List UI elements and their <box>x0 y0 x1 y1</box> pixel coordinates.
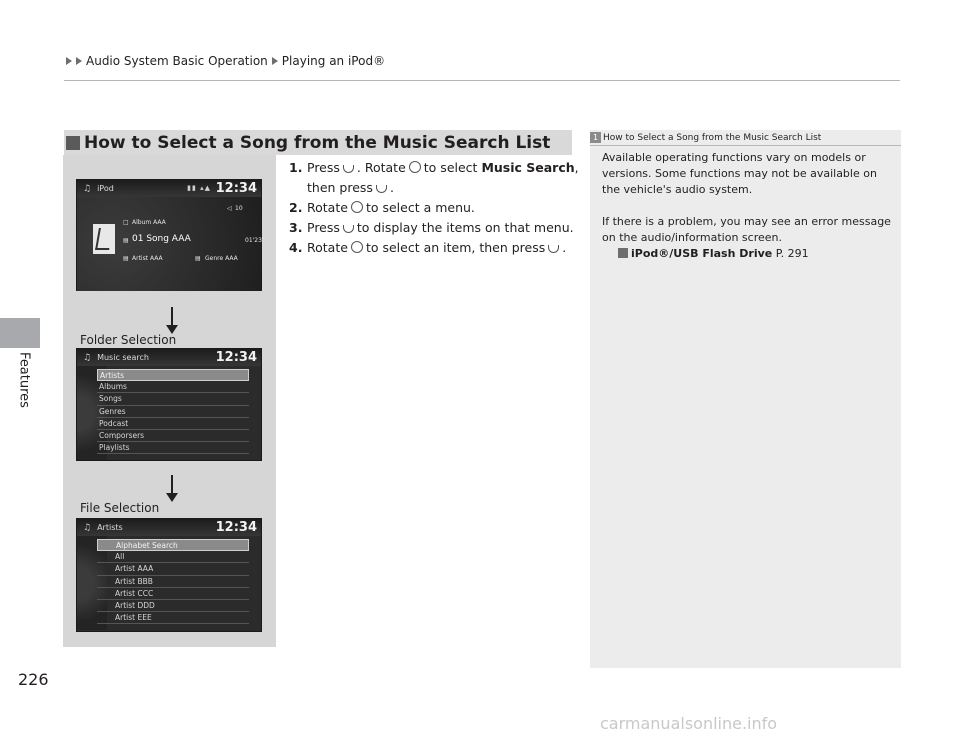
arrow-down-icon <box>165 307 179 335</box>
side-tab <box>0 318 40 348</box>
list-item[interactable]: Comporsers <box>97 430 249 442</box>
volume-icon: ◁ <box>227 205 232 212</box>
step-2: 2. Rotate to select a menu. <box>289 200 475 215</box>
clock: 12:34 <box>215 520 257 535</box>
ipod-screen <box>76 179 265 291</box>
note-paragraph: If there is a problem, you may see an error message on the audio/information screen. <box>602 215 891 244</box>
press-button-icon <box>376 185 387 193</box>
arrow-right-icon <box>76 57 82 65</box>
screen-bar <box>77 180 261 197</box>
reference-icon <box>618 248 628 258</box>
genre-icon: ▤ <box>195 255 201 262</box>
clock: 12:34 <box>215 350 257 365</box>
watermark: carmanualsonline.info <box>600 714 778 733</box>
music-search-screen <box>76 348 262 461</box>
rotate-knob-icon <box>351 241 363 253</box>
song-icon: ▤ <box>123 237 129 244</box>
list-item[interactable]: Playlists <box>97 442 249 454</box>
music-search-term: Music Search <box>481 160 575 175</box>
list-item[interactable]: Artist AAA <box>97 563 249 575</box>
screen-title: iPod <box>97 184 114 193</box>
list-item[interactable]: Artist DDD <box>97 600 249 612</box>
step-3: 3. Press to display the items on that menu. <box>289 220 574 235</box>
list-item[interactable]: Artist BBB <box>97 576 249 588</box>
breadcrumb-parent[interactable]: Audio System Basic Operation <box>86 54 268 68</box>
status-icons: ▮▮ ▴▲ <box>187 184 211 192</box>
list-item[interactable]: Artists <box>97 369 249 381</box>
list-item[interactable]: Albums <box>97 381 249 393</box>
music-note-icon: ♫ <box>83 183 92 194</box>
section-heading <box>64 130 572 155</box>
genre-name: Genre AAA <box>205 255 238 262</box>
album-icon: □ <box>123 219 129 226</box>
screen-title: Artists <box>97 523 123 532</box>
list-item[interactable]: Songs <box>97 393 249 405</box>
folder-selection-caption: Folder Selection <box>80 333 177 347</box>
track-time: 01'23" <box>245 237 265 244</box>
album-art <box>93 224 115 254</box>
header-rule <box>64 80 900 81</box>
list-item[interactable]: Podcast <box>97 418 249 430</box>
steps <box>289 158 579 258</box>
list-item[interactable]: Artist CCC <box>97 588 249 600</box>
music-search-list <box>97 369 249 454</box>
artist-icon: ▤ <box>123 255 129 262</box>
list-item[interactable]: All <box>97 551 249 563</box>
screen-bar <box>77 519 261 536</box>
note-panel <box>590 130 901 668</box>
artists-list <box>97 539 249 624</box>
arrow-right-icon <box>66 57 72 65</box>
arrow-right-icon <box>272 57 278 65</box>
press-button-icon <box>548 245 559 253</box>
section-title: How to Select a Song from the Music Search List <box>84 132 551 153</box>
step-4: 4. Rotate to select an item, then press . <box>289 240 567 255</box>
square-bullet-icon <box>66 136 80 150</box>
rotate-knob-icon <box>409 161 421 173</box>
breadcrumb-current: Playing an iPod® <box>281 54 386 68</box>
clock: 12:34 <box>215 181 257 196</box>
breadcrumb <box>66 54 385 68</box>
press-button-icon <box>343 165 354 173</box>
list-item[interactable]: Alphabet Search <box>97 539 249 551</box>
file-selection-caption: File Selection <box>80 501 160 515</box>
music-note-icon: ♫ <box>83 352 92 363</box>
screen-title: Music search <box>97 353 149 362</box>
album-name: Album AAA <box>132 219 166 226</box>
artists-screen <box>76 518 262 632</box>
rotate-knob-icon <box>351 201 363 213</box>
artist-name: Artist AAA <box>132 255 163 262</box>
step-1: 1. Press . Rotate to select Music Search, then press . <box>289 160 579 195</box>
list-item[interactable]: Artist EEE <box>97 612 249 624</box>
song-name: 01 Song AAA <box>132 234 191 244</box>
note-marker-icon: 1 <box>590 132 601 143</box>
music-note-icon: ♫ <box>83 522 92 533</box>
list-item[interactable]: Genres <box>97 406 249 418</box>
screens-column <box>63 155 276 647</box>
page-number: 226 <box>18 670 49 689</box>
side-tab-label: Features <box>16 352 32 408</box>
volume-level: 10 <box>235 205 243 212</box>
note-paragraph: Available operating functions vary on models or versions. Some functions may not be available on the vehicle's audio system. <box>602 151 877 196</box>
press-button-icon <box>343 225 354 233</box>
screen-bar <box>77 349 261 366</box>
arrow-down-icon <box>165 475 179 503</box>
cross-reference[interactable]: iPod®/USB Flash Drive P. 291 <box>602 246 892 262</box>
note-body <box>602 150 892 262</box>
note-title: 1 How to Select a Song from the Music Search List <box>590 130 901 146</box>
